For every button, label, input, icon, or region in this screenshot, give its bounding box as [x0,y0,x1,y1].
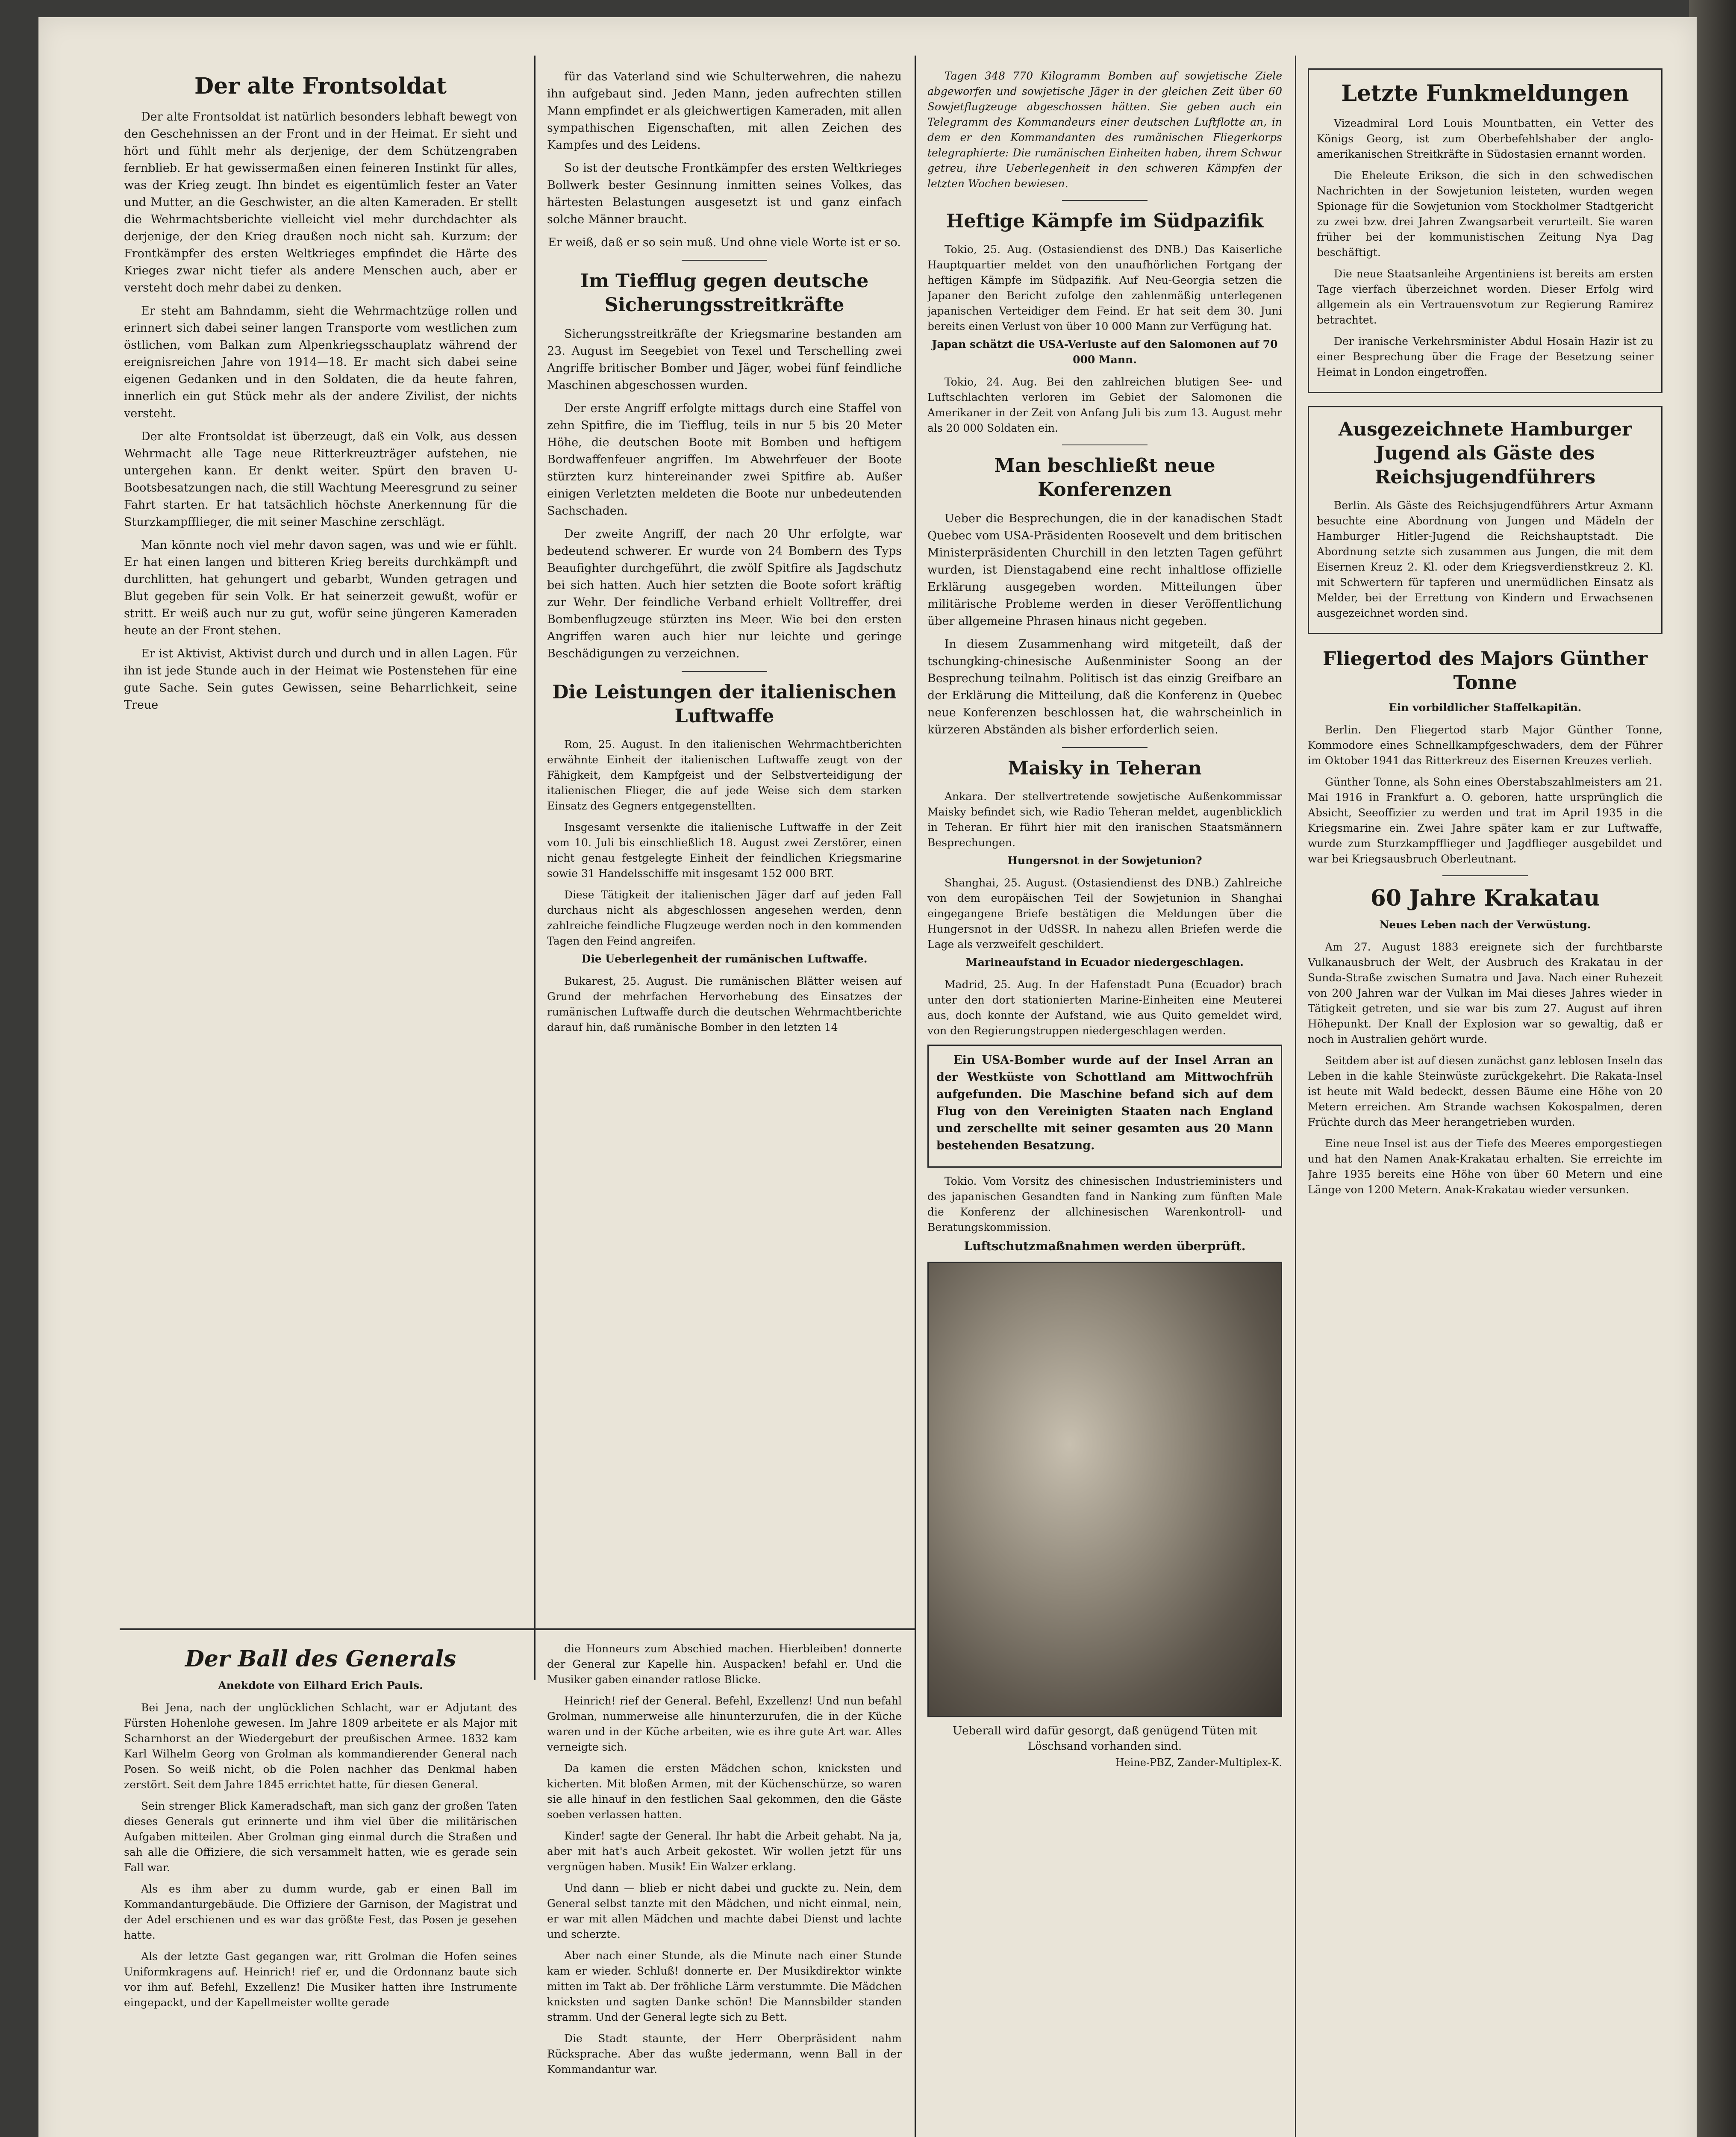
article-title: Die Leistungen der italienischen Luftwaffe [552,681,897,727]
paragraph: Madrid, 25. Aug. In der Hafenstadt Puna (Ecuador) brach unter den dort stationierten Marine-Einheiten eine Meuterei aus, doch konnte der Aufstand, wie aus Quito gemeldet wird, von den Regierungstruppen niedergeschlagen werden. [927,978,1282,1037]
feuilleton-right [547,1641,902,2137]
paragraph: Tokio, 24. Aug. Bei den zahlreichen blutigen See- und Luftschlachten verloren im Gebiet der Salomonen die Amerikaner in der Zeit von Anfang Juli bis zum 13. August mehr als 20 000 Soldaten ein. [927,376,1282,434]
photo-title: Luftschutzmaßnahmen werden überprüft. [964,1239,1246,1253]
paragraph: Berlin. Als Gäste des Reichsjugendführers Artur Axmann besuchte eine Abordnung von Jungen und Mädeln der Hamburger Hitler-Jugend die Reichshauptstadt. Die Abordnung setzte sich zusammen aus Jungen, die mit dem Eisernen Kreuz 2. Kl. oder dem Kriegsverdienstkreuz 2. Kl. mit Schwertern für tapferen und unermüdlichen Einsatz als Melder, bei der Errettung von Kindern und Erwachsenen ausgezeichnet worden sind. [1317,499,1654,619]
paragraph: Er weiß, daß er so sein muß. Und ohne viele Worte ist er so. [548,236,901,249]
subheading: Japan schätzt die USA-Verluste auf den Salomonen auf 70 000 Mann. [932,338,1278,366]
paragraph: Man könnte noch viel mehr davon sagen, was und wie er fühlt. Er hat einen langen und bitteren Krieg bereits durchkämpft und durchlitten, hat gehungert und gebarbt, Wunden getragen und Blut gegeben für sein Volk. Er hat seinerzeit gewußt, wofür er stritt. Er weiß auch nur zu gut, wofür seine jüngeren Kameraden heute an der Front stehen. [124,539,517,637]
separator [682,671,767,672]
separator [1062,200,1148,201]
separator [1062,747,1148,748]
paragraph: Berlin. Den Fliegertod starb Major Günther Tonne, Kommodore eines Schnellkampfgeschwaders, dem der Führer im Oktober 1941 das Ritterkreuz des Eisernen Kreuzes verlieh. [1308,724,1662,767]
article-title: Fliegertod des Majors Günther Tonne [1322,648,1648,694]
article-title: Der alte Frontsoldat [194,73,447,99]
paragraph: Ueber die Besprechungen, die in der kanadischen Stadt Quebec vom USA-Präsidenten Roosevelt und dem britischen Ministerpräsidenten Churchill in den letzten Tagen geführt wurden, ist Dienstagabend eine recht inhaltlose offizielle Erklärung ausgegeben worden. Mitteilungen über militärische Probleme werden in dieser Veröffentlichung über allgemeine Phrasen hinaus nicht gegeben. [927,512,1282,628]
paragraph: In diesem Zusammenhang wird mitgeteilt, daß der tschungking-chinesische Außenminister Soong an der Besprechung teilnahm. Politisch ist das einzig Greifbare an der Erklärung die Mitteilung, daß die Konferenz in Quebec neue Konferenzen beschlossen hat, die wahrscheinlich in kürzeren Abständen als bisher erforderlich seien. [927,638,1282,736]
paragraph: die Honneurs zum Abschied machen. Hierbleiben! donnerte der General zur Kapelle hin. Auspacken! befahl er. Und die Musiker gaben einander ratlose Blicke. [547,1642,902,1686]
separator [1442,875,1528,876]
column-3 [927,68,1282,2137]
photo-caption: Ueberall wird dafür gesorgt, daß genügend Tüten mit Löschsand vorhanden sind. [953,1725,1257,1753]
column-2 [547,68,902,1616]
paragraph: Und dann — blieb er nicht dabei und guckte zu. Nein, dem General selbst tanzte mit den Mädchen, und nicht einmal, nein, er war mit allen Mädchen und machte dabei Dienst und lachte und scherzte. [547,1882,902,1940]
news-box [1308,68,1662,393]
paragraph: Der alte Frontsoldat ist überzeugt, daß ein Volk, aus dessen Wehrmacht alle Tage neue Ritterkreuzträger aufstehen, nie untergehen kann. Er denkt weiter. Spürt den braven U-Bootsbesatzungen nach, die still Wachtung Meeresgrund zu seiner Fahrt starten. Er hat tatsächlich höchste Anerkennung für die Sturzkampfflieger, die mit seiner Maschine zerschlägt. [124,430,517,529]
paragraph: So ist der deutsche Frontkämpfer des ersten Weltkrieges Bollwerk bester Gesinnung inmitten seines Volkes, das härtesten Belastungen ausgesetzt ist und ganz einfach solche Männer braucht. [547,162,902,226]
article-title: Der Ball des Generals [185,1646,456,1672]
paragraph: Sicherungsstreitkräfte der Kriegsmarine bestanden am 23. August im Seegebiet von Texel und Terschelling zwei Angriffe britischer Bomber und Jäger, wobei fünf feindliche Maschinen abgeschossen wurden. [547,327,902,392]
paragraph: Als der letzte Gast gegangen war, ritt Grolman die Hofen seines Uniformkragens auf. Heinrich! rief er, und die Ordonnanz baute sich vor ihm auf. Befehl, Exzellenz! Die Musiker hatten ihre Instrumente eingepackt, und der Kapellmeister wollte gerade [124,1950,517,2009]
paragraph: Aber nach einer Stunde, als die Minute nach einer Stunde kam er wieder. Schluß! donnerte er. Der Musikdirektor winkte mitten im Takt ab. Der fröhliche Lärm verstummte. Die Mädchen knicksten und sagten Danke schön! Die Mannsbilder standen stramm. Und der General legte sich zu Bett. [547,1949,902,2023]
separator [682,260,767,261]
paragraph: Günther Tonne, als Sohn eines Oberstabszahlmeisters am 21. Mai 1916 in Frankfurt a. O. geboren, hatte ursprünglich die Absicht, Seeoffizier zu werden und trat im April 1935 in die Kriegsmarine ein. Zwei Jahre später kam er zur Luftwaffe, wurde zum Sturzkampfflieger und Jagdflieger ausgebildet und war bei Kriegsausbruch Oberleutnant. [1308,776,1662,865]
paragraph: Seitdem aber ist auf diesen zunächst ganz leblosen Inseln das Leben in die kahle Steinwüste zurückgekehrt. Die Rakata-Insel ist heute mit Wald bedeckt, dessen Bäume eine Höhe von 20 Metern erreichen. Am Strande wachsen Kokospalmen, deren Früchte durch das Meer herangetrieben wurden. [1308,1054,1662,1128]
subheading: Die Ueberlegenheit der rumänischen Luftwaffe. [581,953,868,965]
paragraph: Bukarest, 25. August. Die rumänischen Blätter weisen auf Grund der mehrfachen Hervorhebung des Einsatzes der rumänischen Luftwaffe durch die deutschen Wehrmachtberichte darauf hin, daß rumänische Bomber in den letzten 14 [547,975,902,1033]
article-title: Maisky in Teheran [1008,757,1202,779]
paragraph: Vizeadmiral Lord Louis Mountbatten, ein Vetter des Königs Georg, ist zum Oberbefehlshaber der anglo-amerikanischen Streitkräfte in Südostasien ernannt worden. [1317,117,1654,160]
paragraph: Die Eheleute Erikson, die sich in den schwedischen Nachrichten in der Sowjetunion leisteten, wurden wegen Spionage für die Sowjetunion vom Stockholmer Stadtgericht zu zwei bzw. drei Jahren Zwangsarbeit verurteilt. Sie waren früher bei der kommunistischen Zeitung Nya Dag beschäftigt. [1317,169,1654,259]
paragraph: Heinrich! rief der General. Befehl, Exzellenz! Und nun befahl Grolman, nummerweise alle hinunterzurufen, die in der Küche waren und in der Küche arbeiten, wie es ihre gute Art war. Alles verneigte sich. [547,1695,902,1753]
paragraph: Ein USA-Bomber wurde auf der Insel Arran an der Westküste von Schottland am Mittwochfrüh aufgefunden. Die Maschine befand sich auf dem Flug von den Vereinigten Staaten nach England und zerschellte mit seiner gesamten aus 20 Mann bestehenden Besatzung. [936,1054,1273,1152]
paragraph: Der zweite Angriff, der nach 20 Uhr erfolgte, war bedeutend schwerer. Er wurde von 24 Bombern des Typs Beaufighter durchgeführt, die zwölf Spitfire als Jagdschutz bei sich hatten. Auch hier setzten die Boote sofort kräftig zur Wehr. Der feindliche Verband erhielt Volltreffer, drei Bombenflugzeuge stürzten ins Meer. Wie bei den ersten Angriffen waren auch hier nur leichte und geringe Beschädigungen zu verzeichnen. [547,527,902,660]
subheading: Ein vorbildlicher Staffelkapitän. [1389,701,1582,714]
paragraph: Ankara. Der stellvertretende sowjetische Außenkommissar Maisky befindet sich, wie Radio Teheran meldet, augenblicklich in Teheran. Er führt hier mit den iranischen Staatsmännern Besprechungen. [927,790,1282,849]
news-box [1308,406,1662,634]
paragraph: Der erste Angriff erfolgte mittags durch eine Staffel von zehn Spitfire, die im Tiefflug, teils in nur 5 bis 20 Meter Höhe, die deutschen Boote mit Bomben und heftigem Bordwaffenfeuer angriffen. Im Abwehrfeuer der Boote stürzten kurz hintereinander zwei Spitfire ab. Außer einigen Verletzten meldeten die Boote nur unbedeutenden Sachschaden. [547,402,902,518]
paragraph: Da kamen die ersten Mädchen schon, knicksten und kicherten. Mit bloßen Armen, mit der Küchenschürze, so waren sie alle hinauf in den festlichen Saal gekommen, den die Gäste soeben verlassen hatten. [547,1762,902,1821]
article-title: Letzte Funkmeldungen [1341,80,1629,106]
column-rule [534,56,536,1680]
paragraph: Tagen 348 770 Kilogramm Bomben auf sowjetische Ziele abgeworfen und sowjetische Jäger in der gleichen Zeit über 60 Sowjetflugzeuge abgeschossen hätten. Sie geben auch ein Telegramm des Kommandeurs einer deutschen Luftflotte an, in dem er den Kommandanten des rumänischen Fliegerkorps telegraphierte: Die rumänischen Einheiten haben, ihrem Schwur getreu, ihre Ueberlegenheit in den schweren Kämpfen der letzten Wochen bewiesen. [927,70,1282,190]
feuilleton-left [124,1641,517,2137]
paragraph: Am 27. August 1883 ereignete sich der furchtbarste Vulkanausbruch der Welt, der Ausbruch des Krakatau in der Sunda-Straße zwischen Sumatra und Java. Nach einer Ruhezeit von 200 Jahren war der Vulkan im Mai dieses Jahres wieder in Tätigkeit getreten, und sie war bis zum 27. August auf ihren Höhepunkt. Der Knall der Explosion war so gewaltig, daß er noch in Australien gehört wurde. [1308,941,1662,1045]
news-box [927,1045,1282,1168]
article-title: Heftige Kämpfe im Südpazifik [946,210,1264,232]
paragraph: Eine neue Insel ist aus der Tiefe des Meeres emporgestiegen und hat den Namen Anak-Krakatau erhalten. Sie erreichte im Jahre 1935 bereits eine Höhe von über 60 Metern und eine Länge von 1200 Metern. Anak-Krakatau wieder versunken. [1308,1137,1662,1196]
column-rule [1295,56,1296,2137]
column-1 [124,68,517,1616]
paragraph: für das Vaterland sind wie Schulterwehren, die nahezu ihn aufgebaut sind. Jeden Mann, jeden aufrechten stillen Mann empfindet er als gleichwertigen Kameraden, mit allen sympathischen Eigenschaften, mit allen Zeichen des Kampfes und des Leidens. [547,70,902,152]
paragraph: Bei Jena, nach der unglücklichen Schlacht, war er Adjutant des Fürsten Hohenlohe gewesen. Im Jahre 1809 arbeitete er als Major mit Scharnhorst an der Wiedergeburt der preußischen Armee. 1832 kam Karl Wilhelm Georg von Grolman als kommandierender General nach Posen. So weiß nicht, ob die Polen nachher das Denkmal haben zerstört. Seit dem Jahre 1845 errichtet hatte, für diesen General. [124,1701,517,1791]
paragraph: Kinder! sagte der General. Ihr habt die Arbeit gehabt. Na ja, aber mit hat's auch Arbeit gekostet. Wir wollen jetzt für uns vergnügen haben. Musik! Ein Walzer erklang. [547,1830,902,1873]
paragraph: Diese Tätigkeit der italienischen Jäger darf auf jeden Fall durchaus nicht als abgeschlossen angesehen werden, denn zahlreiche feindliche Flugzeuge werden noch in den kommenden Tagen den Feind angreifen. [547,889,902,947]
column-rule [915,56,916,2137]
paragraph: Sein strenger Blick Kameradschaft, man sich ganz der großen Taten dieses Generals gut erinnerte und ihm viel über die militärischen Aufgaben mitteilen. Aber Grolman ging einmal durch die Straßen und sah alle die Offiziere, die sich versammelt hatten, wie es gerade sein Fall war. [124,1800,517,1874]
photo-credit: Heine-PBZ, Zander-Multiplex-K. [1115,1757,1282,1769]
subheading: Hungersnot in der Sowjetunion? [1007,854,1202,867]
paragraph: Der alte Frontsoldat ist natürlich besonders lebhaft bewegt von den Geschehnissen an der Front und in der Heimat. Er sieht und hört und fühlt mehr als derjenige, der dem Schützengraben fernblieb. Er hat gewissermaßen einen feineren Instinkt für alles, was der Krieg zeugt. Ihn bindet es eigentümlich fester an Vater und Mutter, an die Geschwister, an die alten Kameraden. Er stellt die Wehrmachtsberichte vielleicht viel mehr durchdachter als derjenige, der den Krieg draußen noch nicht sah. Kurzum: der Frontkämpfer des ersten Weltkrieges empfindet die Härte des Krieges zwar nicht tiefer als andere Menschen auch, aber er versteht doch mehr dabei zu denken. [124,110,517,294]
article-title: Im Tiefflug gegen deutsche Sicherungsstreitkräfte [580,270,869,316]
paragraph: Als es ihm aber zu dumm wurde, gab er einen Ball im Kommandanturgebäude. Die Offiziere der Garnison, der Magistrat und der Adel erschienen und es war das größte Fest, das Posen je gesehen hatte. [124,1883,517,1941]
paragraph: Die Stadt staunte, der Herr Oberpräsident nahm Rücksprache. Aber das wußte jedermann, wenn Ball in der Kommandantur war. [547,2032,902,2075]
paragraph: Tokio, 25. Aug. (Ostasiendienst des DNB.) Das Kaiserliche Hauptquartier meldet von den unaufhörlichen Fortgang der heftigen Kämpfe im Südpazifik. Auf Neu-Georgia setzen die Japaner den Bericht zufolge den zahlenmäßig unterlegenen japanischen Verteidiger dem Feind. Er hat seit dem 30. Juni bereits einen Verlust von über 10 000 Mann zur Verfügung hat. [927,243,1282,333]
subheading: Marineaufstand in Ecuador niedergeschlagen. [966,956,1244,968]
article-title: Ausgezeichnete Hamburger Jugend als Gäste des Reichsjugendführers [1338,418,1632,488]
subheading: Neues Leben nach der Verwüstung. [1379,918,1591,931]
newspaper-page [38,17,1697,2137]
paragraph: Tokio. Vom Vorsitz des chinesischen Industrieministers und des japanischen Gesandten fand in Nanking zum fünften Male die Konferenz der allchinesischen Warenkontroll- und Beratungskommission. [927,1175,1282,1233]
column-4 [1308,68,1662,2137]
article-title: 60 Jahre Krakatau [1370,885,1600,911]
article-title: Man beschließt neue Konferenzen [994,455,1215,500]
paragraph: Rom, 25. August. In den italienischen Wehrmachtberichten erwähnte Einheit der italienischen Luftwaffe zeugt von der Fähigkeit, dem Kampfgeist und der Selbstverteidigung der italienischen Flieger, die auf jede Weise sich dem starken Einsatz des Gegners entgegenstellten. [547,738,902,812]
paragraph: Er ist Aktivist, Aktivist durch und durch und in allen Lagen. Für ihn ist jede Stunde auch in der Heimat wie Postenstehen für eine gute Sache. Sein gutes Gewissen, seine Beharrlichkeit, seine Treue [124,647,517,712]
separator [1062,444,1148,445]
section-rule [120,1628,915,1630]
paragraph: Der iranische Verkehrsminister Abdul Hosain Hazir ist zu einer Besprechung über die Frage der Besetzung seiner Heimat in London eingetroffen. [1317,335,1654,378]
paragraph: Die neue Staatsanleihe Argentiniens ist bereits am ersten Tage vierfach überzeichnet worden. Dieser Erfolg wird allgemein als ein Vertrauensvotum zur Regierung Ramirez betrachtet. [1317,268,1654,326]
paragraph: Er steht am Bahndamm, sieht die Wehrmachtzüge rollen und erinnert sich dabei seiner langen Transporte vom westlichen zum östlichen, vom Balkan zum Alpenkriegsschauplatz während der ereignisreichen Jahre von 1914—18. Er macht sich dabei seine eigenen Gedanken und in den Soldaten, die da heute fahren, innerlich ein gut Stück mehr als der andere Zivilist, der nichts versteht. [124,304,517,420]
news-photo [927,1262,1282,1717]
paragraph: Shanghai, 25. August. (Ostasiendienst des DNB.) Zahlreiche von dem europäischen Teil der Sowjetunion in Shanghai eingegangene Briefe bestätigen die Meldungen über die Hungersnot in der UdSSR. In nahezu allen Briefen werde die Lage als verzweifelt geschildert. [927,877,1282,951]
paragraph: Insgesamt versenkte die italienische Luftwaffe in der Zeit vom 10. Juli bis einschließlich 18. August zwei Zerstörer, einen nicht genau festgelegte Einheit der feindlichen Kriegsmarine sowie 31 Handelsschiffe mit insgesamt 152 000 BRT. [547,821,902,880]
byline: Anekdote von Eilhard Erich Pauls. [218,1679,423,1692]
